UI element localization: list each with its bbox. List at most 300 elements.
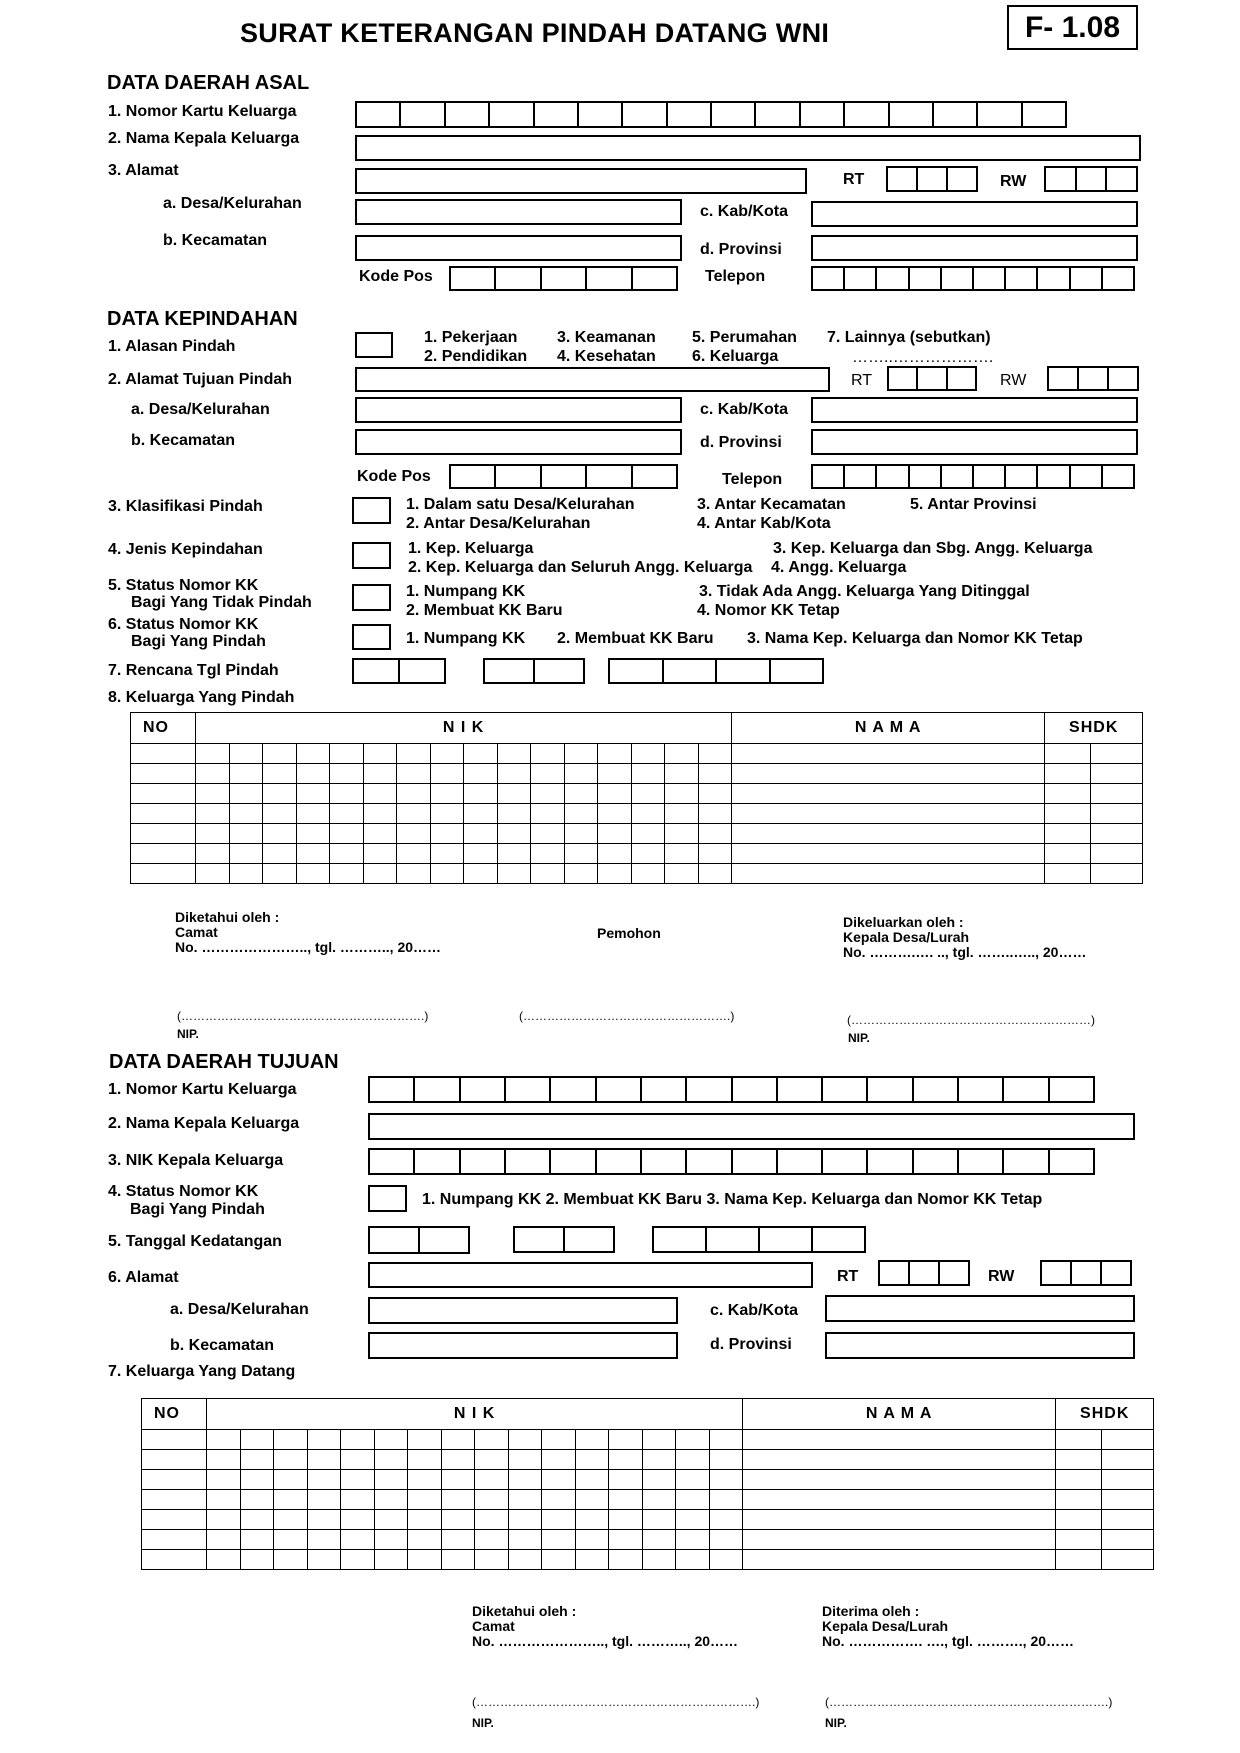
cell-nik[interactable] (263, 844, 297, 864)
input-tgl-datang-hari[interactable] (368, 1226, 470, 1254)
cell-nik[interactable] (363, 804, 397, 824)
cell-nik[interactable] (363, 844, 397, 864)
cell-nik[interactable] (263, 784, 297, 804)
cell-shdk[interactable] (1045, 844, 1091, 864)
cell-nama[interactable] (743, 1450, 1056, 1470)
cell-shdk[interactable] (1056, 1430, 1102, 1450)
cell-nik[interactable] (207, 1490, 241, 1510)
cell-nik[interactable] (330, 844, 364, 864)
cell-nik[interactable] (307, 1450, 341, 1470)
cell-nik[interactable] (676, 1470, 710, 1490)
cell-nik[interactable] (341, 1490, 375, 1510)
cell-nik[interactable] (665, 824, 699, 844)
cell-no[interactable] (142, 1430, 207, 1450)
cell-nik[interactable] (330, 744, 364, 764)
cell-shdk[interactable] (1056, 1450, 1102, 1470)
cell-nik[interactable] (665, 784, 699, 804)
input-kab-tujuan[interactable] (825, 1295, 1135, 1322)
cell-nik[interactable] (408, 1530, 442, 1550)
cell-nik[interactable] (575, 1430, 609, 1450)
cell-nik[interactable] (274, 1490, 308, 1510)
cell-nik[interactable] (676, 1450, 710, 1470)
cell-nik[interactable] (263, 804, 297, 824)
cell-nik[interactable] (330, 764, 364, 784)
input-status-tujuan[interactable] (368, 1185, 407, 1212)
cell-nama[interactable] (743, 1430, 1056, 1450)
cell-nik[interactable] (441, 1530, 475, 1550)
cell-nik[interactable] (564, 804, 598, 824)
cell-nik[interactable] (564, 744, 598, 764)
cell-nik[interactable] (240, 1490, 274, 1510)
cell-nik[interactable] (307, 1530, 341, 1550)
cell-nik[interactable] (330, 824, 364, 844)
cell-nik[interactable] (575, 1550, 609, 1570)
cell-nik[interactable] (464, 744, 498, 764)
cell-nik[interactable] (464, 784, 498, 804)
cell-nik[interactable] (564, 824, 598, 844)
cell-nik[interactable] (441, 1490, 475, 1510)
cell-nik[interactable] (430, 824, 464, 844)
cell-nik[interactable] (274, 1470, 308, 1490)
input-rencana-tgl-tahun[interactable] (608, 658, 824, 684)
cell-nik[interactable] (430, 744, 464, 764)
cell-nik[interactable] (229, 844, 263, 864)
cell-nik[interactable] (240, 1530, 274, 1550)
cell-shdk[interactable] (1045, 864, 1091, 884)
cell-nik[interactable] (564, 764, 598, 784)
cell-nik[interactable] (631, 844, 665, 864)
input-provinsi-asal[interactable] (811, 235, 1138, 261)
cell-nik[interactable] (531, 764, 565, 784)
cell-nik[interactable] (430, 804, 464, 824)
cell-nik[interactable] (408, 1430, 442, 1450)
cell-nik[interactable] (676, 1530, 710, 1550)
cell-nik[interactable] (207, 1550, 241, 1570)
cell-nik[interactable] (698, 824, 732, 844)
cell-nik[interactable] (363, 864, 397, 884)
cell-nik[interactable] (542, 1510, 576, 1530)
cell-nik[interactable] (464, 764, 498, 784)
input-alamat-tujuan[interactable] (355, 367, 830, 392)
cell-shdk[interactable] (1091, 784, 1143, 804)
input-rencana-tgl-hari[interactable] (352, 658, 446, 684)
cell-shdk[interactable] (1045, 824, 1091, 844)
cell-nik[interactable] (497, 784, 531, 804)
cell-nik[interactable] (430, 764, 464, 784)
cell-nik[interactable] (363, 784, 397, 804)
cell-nama[interactable] (732, 784, 1045, 804)
cell-nik[interactable] (575, 1470, 609, 1490)
cell-nik[interactable] (397, 764, 431, 784)
cell-nik[interactable] (196, 804, 230, 824)
cell-nik[interactable] (665, 844, 699, 864)
cell-nik[interactable] (665, 764, 699, 784)
cell-nik[interactable] (296, 804, 330, 824)
cell-nik[interactable] (274, 1510, 308, 1530)
cell-nik[interactable] (464, 824, 498, 844)
cell-nik[interactable] (341, 1450, 375, 1470)
cell-nik[interactable] (274, 1450, 308, 1470)
cell-nik[interactable] (598, 804, 632, 824)
input-desa-pindah[interactable] (355, 397, 682, 423)
cell-nik[interactable] (307, 1550, 341, 1570)
input-tgl-datang-tahun[interactable] (652, 1226, 866, 1253)
cell-nik[interactable] (475, 1550, 509, 1570)
input-alamat-asal[interactable] (355, 168, 807, 194)
cell-no[interactable] (142, 1550, 207, 1570)
cell-nik[interactable] (240, 1450, 274, 1470)
cell-nik[interactable] (229, 864, 263, 884)
cell-nik[interactable] (508, 1490, 542, 1510)
input-nama-kepala-asal[interactable] (355, 135, 1141, 161)
cell-nik[interactable] (598, 764, 632, 784)
cell-nik[interactable] (475, 1530, 509, 1550)
cell-nik[interactable] (408, 1510, 442, 1530)
cell-nik[interactable] (531, 744, 565, 764)
cell-nik[interactable] (676, 1430, 710, 1450)
cell-nik[interactable] (240, 1510, 274, 1530)
cell-nik[interactable] (665, 804, 699, 824)
cell-nik[interactable] (374, 1490, 408, 1510)
cell-nik[interactable] (698, 844, 732, 864)
cell-nik[interactable] (497, 824, 531, 844)
cell-nik[interactable] (609, 1530, 643, 1550)
cell-nama[interactable] (732, 764, 1045, 784)
input-status-tidak-pindah[interactable] (352, 584, 391, 611)
cell-nik[interactable] (508, 1530, 542, 1550)
cell-nik[interactable] (609, 1490, 643, 1510)
input-tgl-datang-bulan[interactable] (513, 1226, 615, 1253)
cell-shdk[interactable] (1102, 1470, 1154, 1490)
cell-nik[interactable] (475, 1490, 509, 1510)
input-alamat-tujuan-daerah[interactable] (368, 1262, 813, 1288)
cell-nik[interactable] (698, 784, 732, 804)
input-status-pindah[interactable] (352, 624, 391, 650)
cell-nik[interactable] (397, 744, 431, 764)
cell-nama[interactable] (732, 864, 1045, 884)
cell-nik[interactable] (274, 1430, 308, 1450)
cell-nik[interactable] (430, 844, 464, 864)
alasan-lainnya-dotline[interactable]: ……..………………. (852, 349, 994, 366)
cell-nik[interactable] (341, 1550, 375, 1570)
cell-nik[interactable] (207, 1530, 241, 1550)
input-desa-asal[interactable] (355, 199, 682, 225)
cell-nik[interactable] (642, 1510, 676, 1530)
cell-nik[interactable] (341, 1430, 375, 1450)
cell-nik[interactable] (709, 1510, 743, 1530)
cell-nik[interactable] (397, 864, 431, 884)
cell-nik[interactable] (609, 1510, 643, 1530)
cell-shdk[interactable] (1102, 1450, 1154, 1470)
cell-nama[interactable] (732, 844, 1045, 864)
cell-shdk[interactable] (1056, 1530, 1102, 1550)
cell-nik[interactable] (229, 784, 263, 804)
cell-nik[interactable] (274, 1550, 308, 1570)
cell-nik[interactable] (296, 744, 330, 764)
cell-nik[interactable] (363, 824, 397, 844)
cell-nik[interactable] (363, 764, 397, 784)
cell-nik[interactable] (307, 1490, 341, 1510)
cell-nik[interactable] (642, 1530, 676, 1550)
cell-nik[interactable] (196, 744, 230, 764)
cell-nik[interactable] (207, 1470, 241, 1490)
cell-nama[interactable] (743, 1510, 1056, 1530)
cell-nik[interactable] (430, 864, 464, 884)
input-kab-asal[interactable] (811, 201, 1138, 227)
cell-nik[interactable] (441, 1510, 475, 1530)
cell-nik[interactable] (631, 864, 665, 884)
cell-shdk[interactable] (1102, 1510, 1154, 1530)
cell-nik[interactable] (330, 804, 364, 824)
cell-nik[interactable] (229, 804, 263, 824)
cell-nik[interactable] (575, 1530, 609, 1550)
cell-nik[interactable] (263, 824, 297, 844)
cell-nik[interactable] (374, 1510, 408, 1530)
cell-shdk[interactable] (1056, 1470, 1102, 1490)
cell-nama[interactable] (743, 1530, 1056, 1550)
cell-nik[interactable] (330, 864, 364, 884)
cell-nik[interactable] (307, 1470, 341, 1490)
cell-nik[interactable] (575, 1490, 609, 1510)
cell-nik[interactable] (397, 844, 431, 864)
cell-nik[interactable] (631, 764, 665, 784)
input-telepon-asal[interactable] (811, 266, 1135, 291)
input-kab-pindah[interactable] (811, 397, 1138, 423)
input-no-kk-tujuan[interactable] (368, 1076, 1095, 1103)
cell-nama[interactable] (743, 1550, 1056, 1570)
cell-nik[interactable] (229, 824, 263, 844)
cell-shdk[interactable] (1056, 1550, 1102, 1570)
cell-nik[interactable] (497, 844, 531, 864)
cell-nik[interactable] (497, 764, 531, 784)
cell-nik[interactable] (598, 844, 632, 864)
cell-shdk[interactable] (1102, 1490, 1154, 1510)
cell-nik[interactable] (676, 1510, 710, 1530)
cell-shdk[interactable] (1056, 1510, 1102, 1530)
cell-nik[interactable] (698, 864, 732, 884)
cell-no[interactable] (142, 1470, 207, 1490)
cell-nik[interactable] (475, 1430, 509, 1450)
cell-nik[interactable] (263, 744, 297, 764)
cell-nik[interactable] (430, 784, 464, 804)
cell-nik[interactable] (575, 1510, 609, 1530)
cell-nik[interactable] (698, 744, 732, 764)
signature-line-kepala-desa-tujuan[interactable]: (…………………………………………………………….) (825, 1695, 1113, 1709)
cell-nik[interactable] (374, 1530, 408, 1550)
input-kode-pos-pindah[interactable] (449, 464, 678, 489)
cell-nik[interactable] (341, 1510, 375, 1530)
cell-nik[interactable] (609, 1450, 643, 1470)
input-telepon-pindah[interactable] (811, 464, 1135, 489)
cell-nik[interactable] (196, 764, 230, 784)
input-alasan-pindah[interactable] (355, 332, 393, 358)
cell-nama[interactable] (743, 1490, 1056, 1510)
cell-shdk[interactable] (1045, 804, 1091, 824)
cell-nik[interactable] (575, 1450, 609, 1470)
cell-nik[interactable] (631, 784, 665, 804)
cell-nik[interactable] (642, 1550, 676, 1570)
cell-nik[interactable] (196, 844, 230, 864)
cell-nik[interactable] (475, 1450, 509, 1470)
cell-nik[interactable] (542, 1470, 576, 1490)
cell-nik[interactable] (609, 1550, 643, 1570)
input-rt-tujuan[interactable] (887, 366, 977, 391)
input-provinsi-tujuan[interactable] (825, 1332, 1135, 1359)
cell-nik[interactable] (609, 1470, 643, 1490)
cell-nik[interactable] (464, 864, 498, 884)
cell-nik[interactable] (296, 844, 330, 864)
cell-nik[interactable] (542, 1490, 576, 1510)
cell-nik[interactable] (564, 864, 598, 884)
cell-no[interactable] (142, 1490, 207, 1510)
cell-nik[interactable] (408, 1550, 442, 1570)
cell-nik[interactable] (341, 1470, 375, 1490)
cell-nik[interactable] (531, 784, 565, 804)
input-rw-asal[interactable] (1044, 166, 1138, 192)
cell-nik[interactable] (508, 1430, 542, 1450)
cell-nik[interactable] (229, 764, 263, 784)
cell-nik[interactable] (330, 784, 364, 804)
cell-nik[interactable] (665, 744, 699, 764)
cell-nik[interactable] (374, 1450, 408, 1470)
cell-nik[interactable] (408, 1470, 442, 1490)
signature-line-pemohon[interactable]: (…………………………………………….) (519, 1009, 735, 1023)
cell-nik[interactable] (263, 764, 297, 784)
cell-shdk[interactable] (1091, 804, 1143, 824)
cell-shdk[interactable] (1045, 764, 1091, 784)
cell-nik[interactable] (475, 1510, 509, 1530)
cell-nama[interactable] (743, 1470, 1056, 1490)
cell-nik[interactable] (709, 1430, 743, 1450)
cell-nik[interactable] (207, 1510, 241, 1530)
cell-no[interactable] (131, 804, 196, 824)
cell-nik[interactable] (296, 764, 330, 784)
cell-nik[interactable] (307, 1510, 341, 1530)
cell-shdk[interactable] (1091, 824, 1143, 844)
cell-nik[interactable] (531, 864, 565, 884)
cell-nik[interactable] (397, 784, 431, 804)
cell-no[interactable] (142, 1450, 207, 1470)
cell-nik[interactable] (698, 764, 732, 784)
cell-no[interactable] (131, 864, 196, 884)
input-rt-asal[interactable] (886, 166, 978, 192)
cell-nama[interactable] (732, 744, 1045, 764)
cell-no[interactable] (131, 744, 196, 764)
cell-nik[interactable] (464, 844, 498, 864)
cell-nik[interactable] (497, 804, 531, 824)
input-kecamatan-tujuan[interactable] (368, 1332, 678, 1359)
cell-nik[interactable] (642, 1450, 676, 1470)
cell-nik[interactable] (464, 804, 498, 824)
cell-nik[interactable] (374, 1550, 408, 1570)
cell-nik[interactable] (542, 1550, 576, 1570)
input-no-kk-asal[interactable] (355, 101, 1067, 128)
input-nama-kepala-tujuan[interactable] (368, 1113, 1135, 1140)
cell-nik[interactable] (207, 1430, 241, 1450)
cell-shdk[interactable] (1091, 844, 1143, 864)
cell-nik[interactable] (598, 744, 632, 764)
signature-line-camat-tujuan[interactable]: (…………………………………………………………….) (472, 1695, 760, 1709)
cell-nik[interactable] (508, 1510, 542, 1530)
input-provinsi-pindah[interactable] (811, 429, 1138, 455)
cell-nik[interactable] (564, 784, 598, 804)
cell-nik[interactable] (676, 1490, 710, 1510)
cell-shdk[interactable] (1102, 1530, 1154, 1550)
input-kecamatan-asal[interactable] (355, 235, 682, 261)
cell-nik[interactable] (240, 1430, 274, 1450)
cell-nik[interactable] (408, 1490, 442, 1510)
cell-nik[interactable] (363, 744, 397, 764)
cell-nik[interactable] (475, 1470, 509, 1490)
cell-shdk[interactable] (1056, 1490, 1102, 1510)
cell-nik[interactable] (542, 1430, 576, 1450)
cell-nik[interactable] (709, 1530, 743, 1550)
cell-nik[interactable] (441, 1450, 475, 1470)
cell-nik[interactable] (397, 804, 431, 824)
cell-no[interactable] (131, 764, 196, 784)
signature-line-camat[interactable]: (…………………………………………………….) (177, 1009, 429, 1023)
cell-nik[interactable] (196, 824, 230, 844)
cell-nik[interactable] (263, 864, 297, 884)
input-kecamatan-pindah[interactable] (355, 429, 682, 455)
cell-nik[interactable] (598, 784, 632, 804)
cell-nik[interactable] (274, 1530, 308, 1550)
cell-nik[interactable] (196, 864, 230, 884)
cell-nik[interactable] (709, 1550, 743, 1570)
cell-nik[interactable] (296, 824, 330, 844)
input-rw-daerah-tujuan[interactable] (1040, 1260, 1132, 1286)
cell-nik[interactable] (598, 864, 632, 884)
cell-nik[interactable] (508, 1470, 542, 1490)
cell-nama[interactable] (732, 824, 1045, 844)
cell-nik[interactable] (676, 1550, 710, 1570)
cell-nik[interactable] (374, 1470, 408, 1490)
cell-nik[interactable] (497, 744, 531, 764)
cell-shdk[interactable] (1045, 744, 1091, 764)
cell-shdk[interactable] (1102, 1550, 1154, 1570)
input-desa-tujuan[interactable] (368, 1297, 678, 1324)
cell-shdk[interactable] (1102, 1430, 1154, 1450)
cell-nik[interactable] (564, 844, 598, 864)
cell-nama[interactable] (732, 804, 1045, 824)
cell-nik[interactable] (631, 744, 665, 764)
cell-no[interactable] (142, 1510, 207, 1530)
cell-nik[interactable] (374, 1430, 408, 1450)
cell-nik[interactable] (441, 1470, 475, 1490)
cell-nik[interactable] (709, 1470, 743, 1490)
cell-nik[interactable] (508, 1450, 542, 1470)
cell-nik[interactable] (542, 1450, 576, 1470)
cell-nik[interactable] (240, 1550, 274, 1570)
input-nik-kepala-tujuan[interactable] (368, 1148, 1095, 1175)
cell-no[interactable] (131, 784, 196, 804)
cell-no[interactable] (131, 824, 196, 844)
cell-nik[interactable] (631, 824, 665, 844)
cell-nik[interactable] (642, 1430, 676, 1450)
cell-nik[interactable] (609, 1430, 643, 1450)
cell-nik[interactable] (497, 864, 531, 884)
cell-nik[interactable] (531, 804, 565, 824)
cell-nik[interactable] (240, 1470, 274, 1490)
cell-nik[interactable] (698, 804, 732, 824)
cell-nik[interactable] (196, 784, 230, 804)
cell-no[interactable] (142, 1530, 207, 1550)
cell-nik[interactable] (598, 824, 632, 844)
input-kode-pos-asal[interactable] (449, 266, 678, 291)
cell-nik[interactable] (207, 1450, 241, 1470)
cell-shdk[interactable] (1091, 744, 1143, 764)
cell-nik[interactable] (296, 784, 330, 804)
